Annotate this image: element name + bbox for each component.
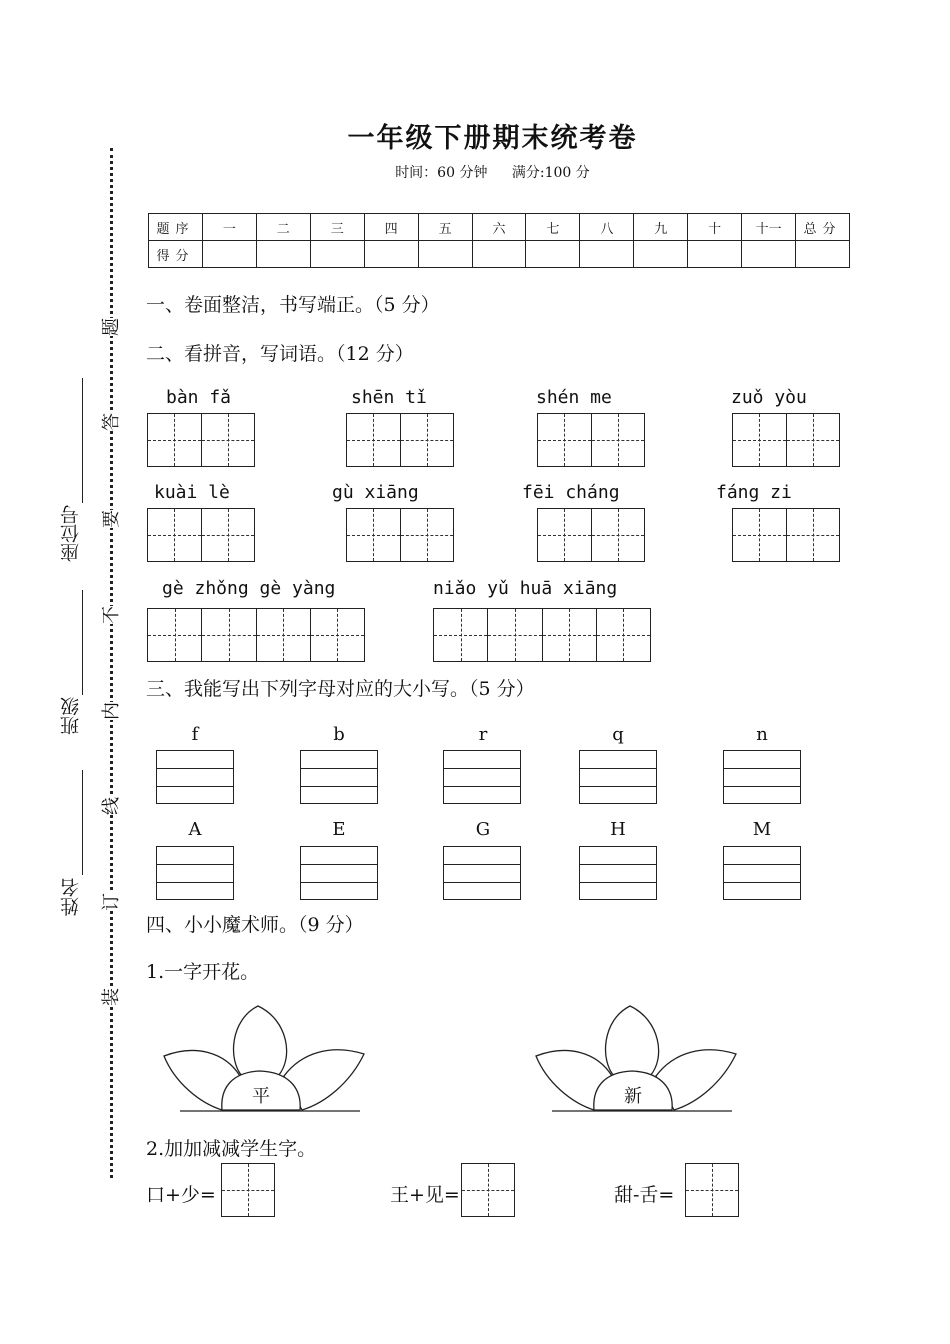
four-line-answer[interactable] xyxy=(723,846,801,900)
exam-info xyxy=(0,162,950,182)
flower-diagram xyxy=(160,998,365,1116)
column-header: 九 xyxy=(634,214,688,241)
table-row xyxy=(149,241,850,268)
column-header: 六 xyxy=(472,214,526,241)
flower-center-char: 新 xyxy=(624,1086,642,1107)
pinyin-label: gù xiāng xyxy=(332,482,419,503)
column-header: 七 xyxy=(526,214,580,241)
warning-char: 题 xyxy=(101,318,122,336)
column-header: 三 xyxy=(310,214,364,241)
binding-dotted-line xyxy=(110,148,113,1178)
warning-char: 答 xyxy=(101,413,122,431)
section3-title: 三、我能写出下列字母对应的大小写。（5 分） xyxy=(146,678,535,700)
score-cell[interactable] xyxy=(742,241,796,268)
letter-label: n xyxy=(756,724,768,745)
pinyin-label: niǎo yǔ huā xiāng xyxy=(433,578,618,599)
warning-char: 线 xyxy=(101,797,122,815)
letter-label: A xyxy=(188,819,202,840)
pinyin-label: shēn tǐ xyxy=(351,387,427,408)
pinyin-label: zuǒ yòu xyxy=(731,387,807,408)
equation: 口+少= xyxy=(146,1184,216,1206)
pinyin-label: shén me xyxy=(536,387,612,408)
warning-char: 不 xyxy=(101,606,122,624)
four-line-answer[interactable] xyxy=(579,846,657,900)
four-line-answer[interactable] xyxy=(443,846,521,900)
part2-title: 2.加加减减学生字。 xyxy=(146,1138,317,1160)
column-header: 五 xyxy=(418,214,472,241)
letter-label: b xyxy=(333,724,345,745)
tianzige-answer[interactable] xyxy=(346,413,454,467)
name-label: 姓名 xyxy=(60,878,82,916)
score-cell[interactable] xyxy=(202,241,256,268)
tianzige-answer[interactable] xyxy=(346,508,454,562)
score-cell[interactable] xyxy=(472,241,526,268)
column-header: 十 xyxy=(688,214,742,241)
row-header: 题序 xyxy=(149,214,203,241)
flower-center-char: 平 xyxy=(252,1086,270,1107)
tianzige-answer[interactable] xyxy=(147,508,255,562)
full-score: 满分:100 分 xyxy=(511,165,590,181)
column-header: 十一 xyxy=(742,214,796,241)
score-cell[interactable] xyxy=(796,241,850,268)
score-cell[interactable] xyxy=(526,241,580,268)
equation-answer-box[interactable] xyxy=(221,1163,275,1217)
warning-char: 装 xyxy=(101,988,122,1006)
four-line-answer[interactable] xyxy=(723,750,801,804)
letter-label: f xyxy=(191,724,199,745)
warning-char: 内 xyxy=(101,702,122,720)
score-cell[interactable] xyxy=(364,241,418,268)
column-header: 四 xyxy=(364,214,418,241)
four-line-answer[interactable] xyxy=(156,750,234,804)
tianzige-answer[interactable] xyxy=(537,508,645,562)
letter-label: G xyxy=(475,819,491,840)
tianzige-answer[interactable] xyxy=(732,508,840,562)
four-line-answer[interactable] xyxy=(579,750,657,804)
letter-label: M xyxy=(752,819,772,840)
section2-title: 二、看拼音，写词语。（12 分） xyxy=(146,343,414,365)
name-field[interactable] xyxy=(82,770,83,875)
tianzige-answer[interactable] xyxy=(147,413,255,467)
equation-answer-box[interactable] xyxy=(461,1163,515,1217)
letter-label: q xyxy=(612,724,624,745)
tianzige-answer[interactable] xyxy=(732,413,840,467)
score-cell[interactable] xyxy=(580,241,634,268)
four-line-answer[interactable] xyxy=(300,750,378,804)
flower-diagram xyxy=(532,998,737,1116)
class-field[interactable] xyxy=(82,590,83,695)
tianzige-answer[interactable] xyxy=(537,413,645,467)
section1-title: 一、卷面整洁，书写端正。（5 分） xyxy=(146,294,440,316)
four-line-answer[interactable] xyxy=(156,846,234,900)
tianzige-answer[interactable] xyxy=(433,608,651,662)
time-limit: 时间：60 分钟 xyxy=(395,165,488,181)
row-header: 得分 xyxy=(149,241,203,268)
letter-label: H xyxy=(610,819,626,840)
score-cell[interactable] xyxy=(688,241,742,268)
pinyin-label: fáng zi xyxy=(716,482,792,503)
score-table xyxy=(148,213,850,268)
tianzige-answer[interactable] xyxy=(147,608,365,662)
column-header: 二 xyxy=(256,214,310,241)
four-line-answer[interactable] xyxy=(300,846,378,900)
pinyin-label: kuài lè xyxy=(154,482,230,503)
warning-char: 订 xyxy=(101,893,122,911)
table-row xyxy=(149,214,850,241)
class-label: 班级 xyxy=(60,697,82,735)
seat-label: 座位号 xyxy=(60,505,82,562)
four-line-answer[interactable] xyxy=(443,750,521,804)
equation-answer-box[interactable] xyxy=(685,1163,739,1217)
seat-field[interactable] xyxy=(82,378,83,503)
part1-title: 1.一字开花。 xyxy=(146,961,260,983)
column-header: 八 xyxy=(580,214,634,241)
section4-title: 四、小小魔术师。（9 分） xyxy=(146,914,364,936)
score-cell[interactable] xyxy=(310,241,364,268)
equation: 甜-舌= xyxy=(614,1184,675,1206)
letter-label: E xyxy=(332,819,346,840)
equation: 王+见= xyxy=(390,1184,460,1206)
column-header: 总分 xyxy=(796,214,850,241)
score-cell[interactable] xyxy=(256,241,310,268)
letter-label: r xyxy=(478,724,488,745)
page-title: 一年级下册期末统考卷 xyxy=(347,123,638,154)
score-cell[interactable] xyxy=(418,241,472,268)
warning-char: 要 xyxy=(101,510,122,528)
score-cell[interactable] xyxy=(634,241,688,268)
pinyin-label: bàn fǎ xyxy=(166,387,232,408)
pinyin-label: fēi cháng xyxy=(522,482,620,503)
pinyin-label: gè zhǒng gè yàng xyxy=(162,578,336,599)
column-header: 一 xyxy=(202,214,256,241)
